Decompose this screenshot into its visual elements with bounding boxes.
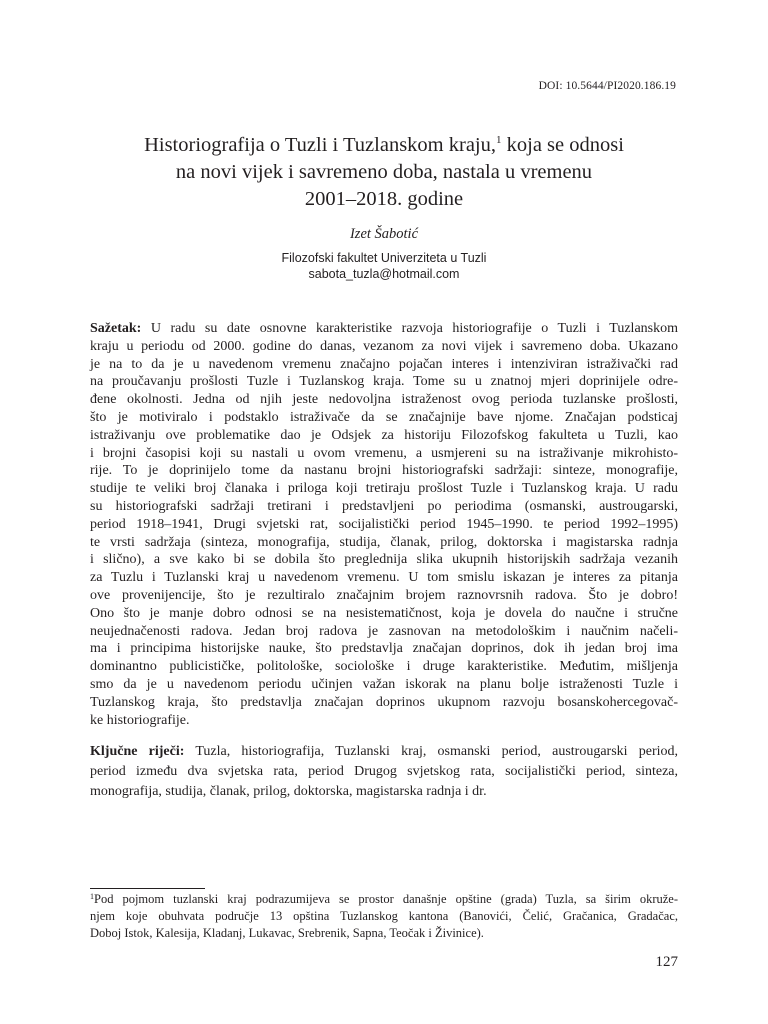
abstract-line bbox=[90, 320, 678, 338]
abstract bbox=[90, 320, 678, 729]
title-line-1-end: koja se odnosi bbox=[501, 134, 624, 156]
abstract-line: rije. To je doprinijelo tome da nastanu brojni historiografski sadržaji: sinteze, monografije, bbox=[90, 463, 678, 479]
paper-title bbox=[90, 132, 678, 213]
keywords-line: period između dva svjetska rata, period Drugog svjetskog rata, socijalistički period, sinteza, bbox=[90, 764, 678, 779]
abstract-line: ma i principima historijske nauke, što predstavlja značajan doprinos, dok ih jedan broj ima bbox=[90, 641, 678, 657]
footnote-line bbox=[90, 891, 678, 908]
keywords-line: monografija, studija, članak, prilog, doktorska, magistarska radnja i dr. bbox=[90, 784, 487, 799]
abstract-line: Tuzlanskog kraja, što predstavlja značajan doprinos ukupnom razvoju bosanskohercegovač- bbox=[90, 694, 678, 710]
abstract-line: đene okolnosti. Jedna od njih jeste nedovoljna istraženost ovog perioda tuzlanske prošlosti, bbox=[90, 392, 678, 408]
abstract-line-text: U radu su date osnovne karakteristike razvoja historiografije o Tuzli i Tuzlanskom bbox=[141, 321, 678, 336]
footnote-separator bbox=[90, 888, 205, 889]
affiliation: Filozofski fakultet Univerziteta u Tuzli bbox=[281, 251, 487, 265]
abstract-line: za Tuzlu i Tuzlanski kraj u navedenom vremenu. U tom smislu iskazan je interes za pitanja bbox=[90, 570, 678, 586]
footnote-marker: 1 bbox=[90, 892, 94, 901]
page-number: 127 bbox=[655, 954, 678, 970]
title-line-1 bbox=[90, 132, 678, 159]
abstract-line: što je motiviralo i podstaklo istraživače da se značajnije bave njome. Značajan podsticaj bbox=[90, 409, 678, 425]
keywords-line-text: Tuzla, historiografija, Tuzlanski kraj, osmanski period, austrougarski period, bbox=[184, 744, 678, 759]
abstract-line: smo da je u navedenom periodu učinjen važan iskorak na planu bolje istraženosti Tuzle i bbox=[90, 676, 678, 692]
abstract-line: neujednačenosti radova. Jedan broj radova je zasnovan na metodološkim i naučnim načeli- bbox=[90, 623, 678, 639]
abstract-line: studije te veliki broj članaka i priloga koji tretiraju prošlost Tuzle i Tuzlanskog kraja. U radu bbox=[90, 481, 678, 497]
footnote-line: Doboj Istok, Kalesija, Kladanj, Lukavac, Srebrenik, Sapna, Teočak i Živinice). bbox=[90, 926, 484, 940]
keywords-label: Ključne riječi: bbox=[90, 744, 185, 759]
abstract-line: ove provenijencije, što je rezultiralo značajnim brojem raznovrsnih radova. Što je dobro! bbox=[90, 587, 678, 603]
abstract-line: istraživanju ove problematike dao je Odsjek za historiju Filozofskog fakulteta u Tuzli, kao bbox=[90, 427, 678, 443]
abstract-label: Sažetak: bbox=[90, 321, 142, 336]
abstract-line: dominantno publicističke, politološke, sociološke i druge karakteristike. Međutim, mišljenja bbox=[90, 659, 678, 675]
abstract-line: ke historiografije. bbox=[90, 712, 190, 728]
abstract-line: kraju u periodu od 2000. godine do danas, vezanom za novi vijek i savremeno doba. Ukazano bbox=[90, 338, 678, 354]
abstract-line: na proučavanju prošlosti Tuzle i Tuzlanskog kraja. Tome su u znatnoj mjeri doprinijele odre- bbox=[90, 374, 678, 390]
abstract-line: period 1918–1941, Drugi svjetski rat, socijalistički period 1945–1990. te period 1992–1995) bbox=[90, 516, 678, 532]
abstract-line: te vrsti sadržaja (sinteza, monografija, studija, članak, prilog, doktorska i magistarska radnja bbox=[90, 534, 678, 550]
abstract-line: Ono što je manje dobro odnosi se na nesistematičnost, koja je dovela do naučne i stručne bbox=[90, 605, 678, 621]
title-line-3: 2001–2018. godine bbox=[304, 188, 464, 210]
title-footnote-marker[interactable]: 1 bbox=[496, 134, 502, 146]
keywords bbox=[90, 742, 678, 802]
author-email[interactable]: sabota_tuzla@hotmail.com bbox=[308, 267, 460, 281]
author-name: Izet Šabotić bbox=[349, 226, 419, 242]
keywords-line bbox=[90, 742, 678, 762]
footnote bbox=[90, 891, 678, 942]
footnote-line-text: Pod pojmom tuzlanski kraj podrazumijeva se prostor današnje opštine (grada) Tuzla, sa širim okruže- bbox=[94, 892, 678, 906]
doi-header: DOI: 10.5644/PI2020.186.19 bbox=[538, 80, 676, 92]
abstract-line: i brojni časopisi koji su nastali u ovom vremenu, a usmjereni su na istraživanje mikrohisto- bbox=[90, 445, 678, 461]
author-affiliation-block bbox=[90, 250, 678, 282]
abstract-line: su historiografski sadržaji tretirani i predstavljeni po periodima (osmanski, austrougarski, bbox=[90, 498, 678, 514]
abstract-line: i slično), a sve kako bi se dobila što preglednija slika ukupnih historijskih sadržaja vezanih bbox=[90, 552, 678, 568]
abstract-line: je na to da je u navedenom vremenu značajno pojačan interes i intenziviran istraživački rad bbox=[90, 356, 678, 372]
title-line-2: na novi vijek i savremeno doba, nastala u vremenu bbox=[175, 161, 593, 183]
title-line-1-text: Historiografija o Tuzli i Tuzlanskom kraju, bbox=[144, 134, 496, 156]
footnote-line: njem koje obuhvata područje 13 opština Tuzlanskog kantona (Banovići, Čelić, Gračanica, Gradačac, bbox=[90, 909, 678, 923]
